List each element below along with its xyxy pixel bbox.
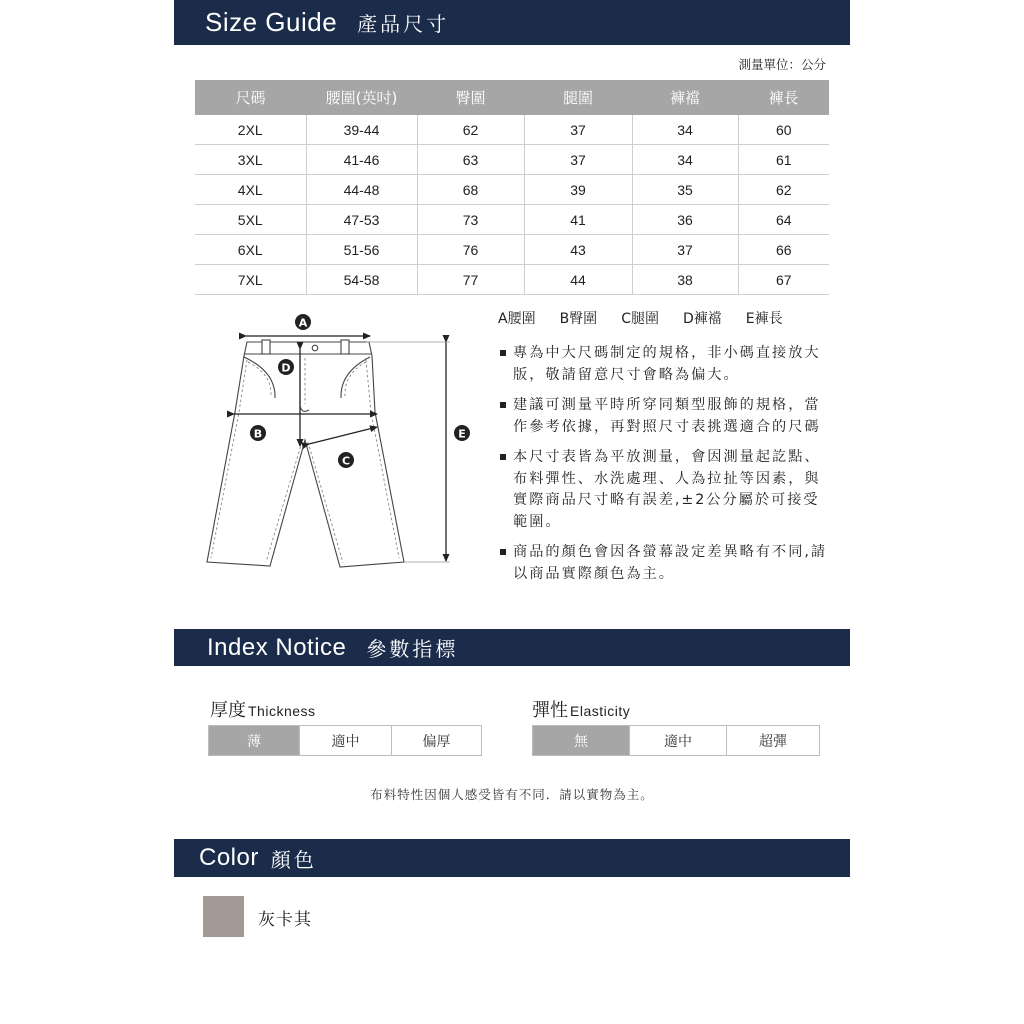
table-cell: 47-53: [306, 205, 417, 235]
legend-item-thigh: C腿圍: [621, 311, 659, 327]
column-header-size: 尺碼: [195, 80, 306, 115]
thickness-label-en: Thickness: [248, 703, 316, 719]
unit-note: 測量單位：公分: [738, 57, 826, 72]
table-cell: 44-48: [306, 175, 417, 205]
size-table: [195, 80, 829, 295]
color-title-zh: 顏色: [270, 847, 317, 872]
bullet-icon: [500, 402, 506, 408]
table-row: [195, 235, 829, 265]
table-cell: 73: [417, 205, 524, 235]
table-cell: 63: [417, 145, 524, 175]
table-cell: 38: [632, 265, 738, 295]
note-item: [498, 343, 833, 386]
color-banner: [174, 839, 850, 877]
table-cell: 43: [524, 235, 632, 265]
index-notice-banner: [174, 629, 850, 666]
size-guide-title-en: Size Guide: [205, 7, 338, 37]
table-cell: 62: [738, 175, 829, 205]
bullet-icon: [500, 454, 506, 460]
elasticity-option-none: 無: [533, 726, 629, 755]
table-cell: 77: [417, 265, 524, 295]
table-cell: 62: [417, 115, 524, 145]
table-cell: 34: [632, 145, 738, 175]
color-name: 灰卡其: [258, 910, 312, 930]
table-row: [195, 115, 829, 145]
elasticity-label-zh: 彈性: [532, 700, 568, 721]
table-cell: 54-58: [306, 265, 417, 295]
thickness-option-thick: 偏厚: [391, 726, 481, 755]
table-cell: 41-46: [306, 145, 417, 175]
table-cell: 64: [738, 205, 829, 235]
note-item: [498, 542, 833, 585]
table-cell: 66: [738, 235, 829, 265]
marker-label-d: D: [281, 361, 291, 375]
table-cell: 41: [524, 205, 632, 235]
table-cell: 2XL: [195, 115, 306, 145]
bullet-icon: [500, 549, 506, 555]
marker-d: [278, 359, 294, 375]
color-title-en: Color: [199, 844, 259, 871]
size-guide-title-zh: 產品尺寸: [357, 12, 450, 36]
marker-label-a: A: [298, 316, 308, 330]
thickness-label-zh: 厚度: [210, 700, 246, 721]
table-cell: 37: [524, 115, 632, 145]
table-cell: 37: [524, 145, 632, 175]
column-header-thigh: 腿圍: [524, 80, 632, 115]
marker-label-b: B: [253, 427, 263, 441]
index-notice-title-zh: 參數指標: [366, 637, 459, 661]
thickness-label: [210, 696, 316, 722]
table-cell: 37: [632, 235, 738, 265]
table-row: [195, 175, 829, 205]
marker-c: [338, 452, 354, 468]
legend-item-length: E褲長: [745, 311, 783, 327]
marker-e: [454, 425, 470, 441]
size-table-header: [195, 80, 829, 115]
elasticity-label: [532, 696, 630, 722]
marker-label-e: E: [458, 427, 466, 441]
thickness-option-thin: 薄: [209, 726, 299, 755]
table-cell: 51-56: [306, 235, 417, 265]
note-text: 專為中大尺碼制定的規格，非小碼直接放大版，敬請留意尺寸會略為偏大。: [513, 345, 821, 383]
note-item: [498, 447, 833, 533]
table-cell: 35: [632, 175, 738, 205]
table-cell: 36: [632, 205, 738, 235]
elasticity-option-medium: 適中: [629, 726, 726, 755]
column-header-length: 褲長: [738, 80, 829, 115]
table-cell: 5XL: [195, 205, 306, 235]
table-cell: 34: [632, 115, 738, 145]
table-cell: 39: [524, 175, 632, 205]
table-row: [195, 145, 829, 175]
size-notes: [498, 343, 833, 594]
elasticity-scale: [532, 725, 820, 756]
marker-b: [250, 425, 266, 441]
table-cell: 68: [417, 175, 524, 205]
note-text: 商品的顏色會因各螢幕設定差異略有不同,請以商品實際顏色為主。: [513, 544, 828, 582]
table-cell: 3XL: [195, 145, 306, 175]
bullet-icon: [500, 350, 506, 356]
column-header-hip: 臀圍: [417, 80, 524, 115]
table-cell: 61: [738, 145, 829, 175]
table-cell: 4XL: [195, 175, 306, 205]
pants-outline: [207, 340, 404, 567]
elasticity-label-en: Elasticity: [570, 703, 631, 719]
index-notice-title-en: Index Notice: [207, 633, 347, 661]
pants-measurement-diagram: [195, 305, 485, 590]
legend-item-rise: D褲襠: [682, 311, 722, 327]
note-text: 建議可測量平時所穿同類型服飾的規格，當作參考依據，再對照尺寸表挑選適合的尺碼: [513, 397, 821, 435]
thickness-scale: [208, 725, 482, 756]
note-text: 本尺寸表皆為平放測量，會因測量起訖點、布料彈性、水洗處理、人為拉扯等因素，與實際商品尺寸略有誤差,±2公分屬於可接受範圍。: [513, 449, 821, 530]
marker-a: [295, 314, 311, 330]
thickness-option-medium: 適中: [299, 726, 391, 755]
column-header-waist: 腰圍(英吋): [306, 80, 417, 115]
measurement-legend: [498, 308, 838, 328]
elasticity-option-super: 超彈: [726, 726, 819, 755]
table-cell: 60: [738, 115, 829, 145]
legend-item-hip: B臀圍: [559, 311, 598, 327]
table-cell: 6XL: [195, 235, 306, 265]
table-cell: 76: [417, 235, 524, 265]
color-swatch: [203, 896, 244, 937]
note-item: [498, 395, 833, 438]
table-row: [195, 205, 829, 235]
table-cell: 39-44: [306, 115, 417, 145]
size-guide-banner: [174, 0, 850, 45]
marker-label-c: C: [341, 454, 351, 468]
legend-item-waist: A腰圍: [498, 311, 536, 327]
table-cell: 7XL: [195, 265, 306, 295]
table-row: [195, 265, 829, 295]
fabric-note: 布料特性因個人感受皆有不同．請以實物為主。: [370, 787, 654, 802]
table-cell: 67: [738, 265, 829, 295]
table-cell: 44: [524, 265, 632, 295]
column-header-rise: 褲襠: [632, 80, 738, 115]
